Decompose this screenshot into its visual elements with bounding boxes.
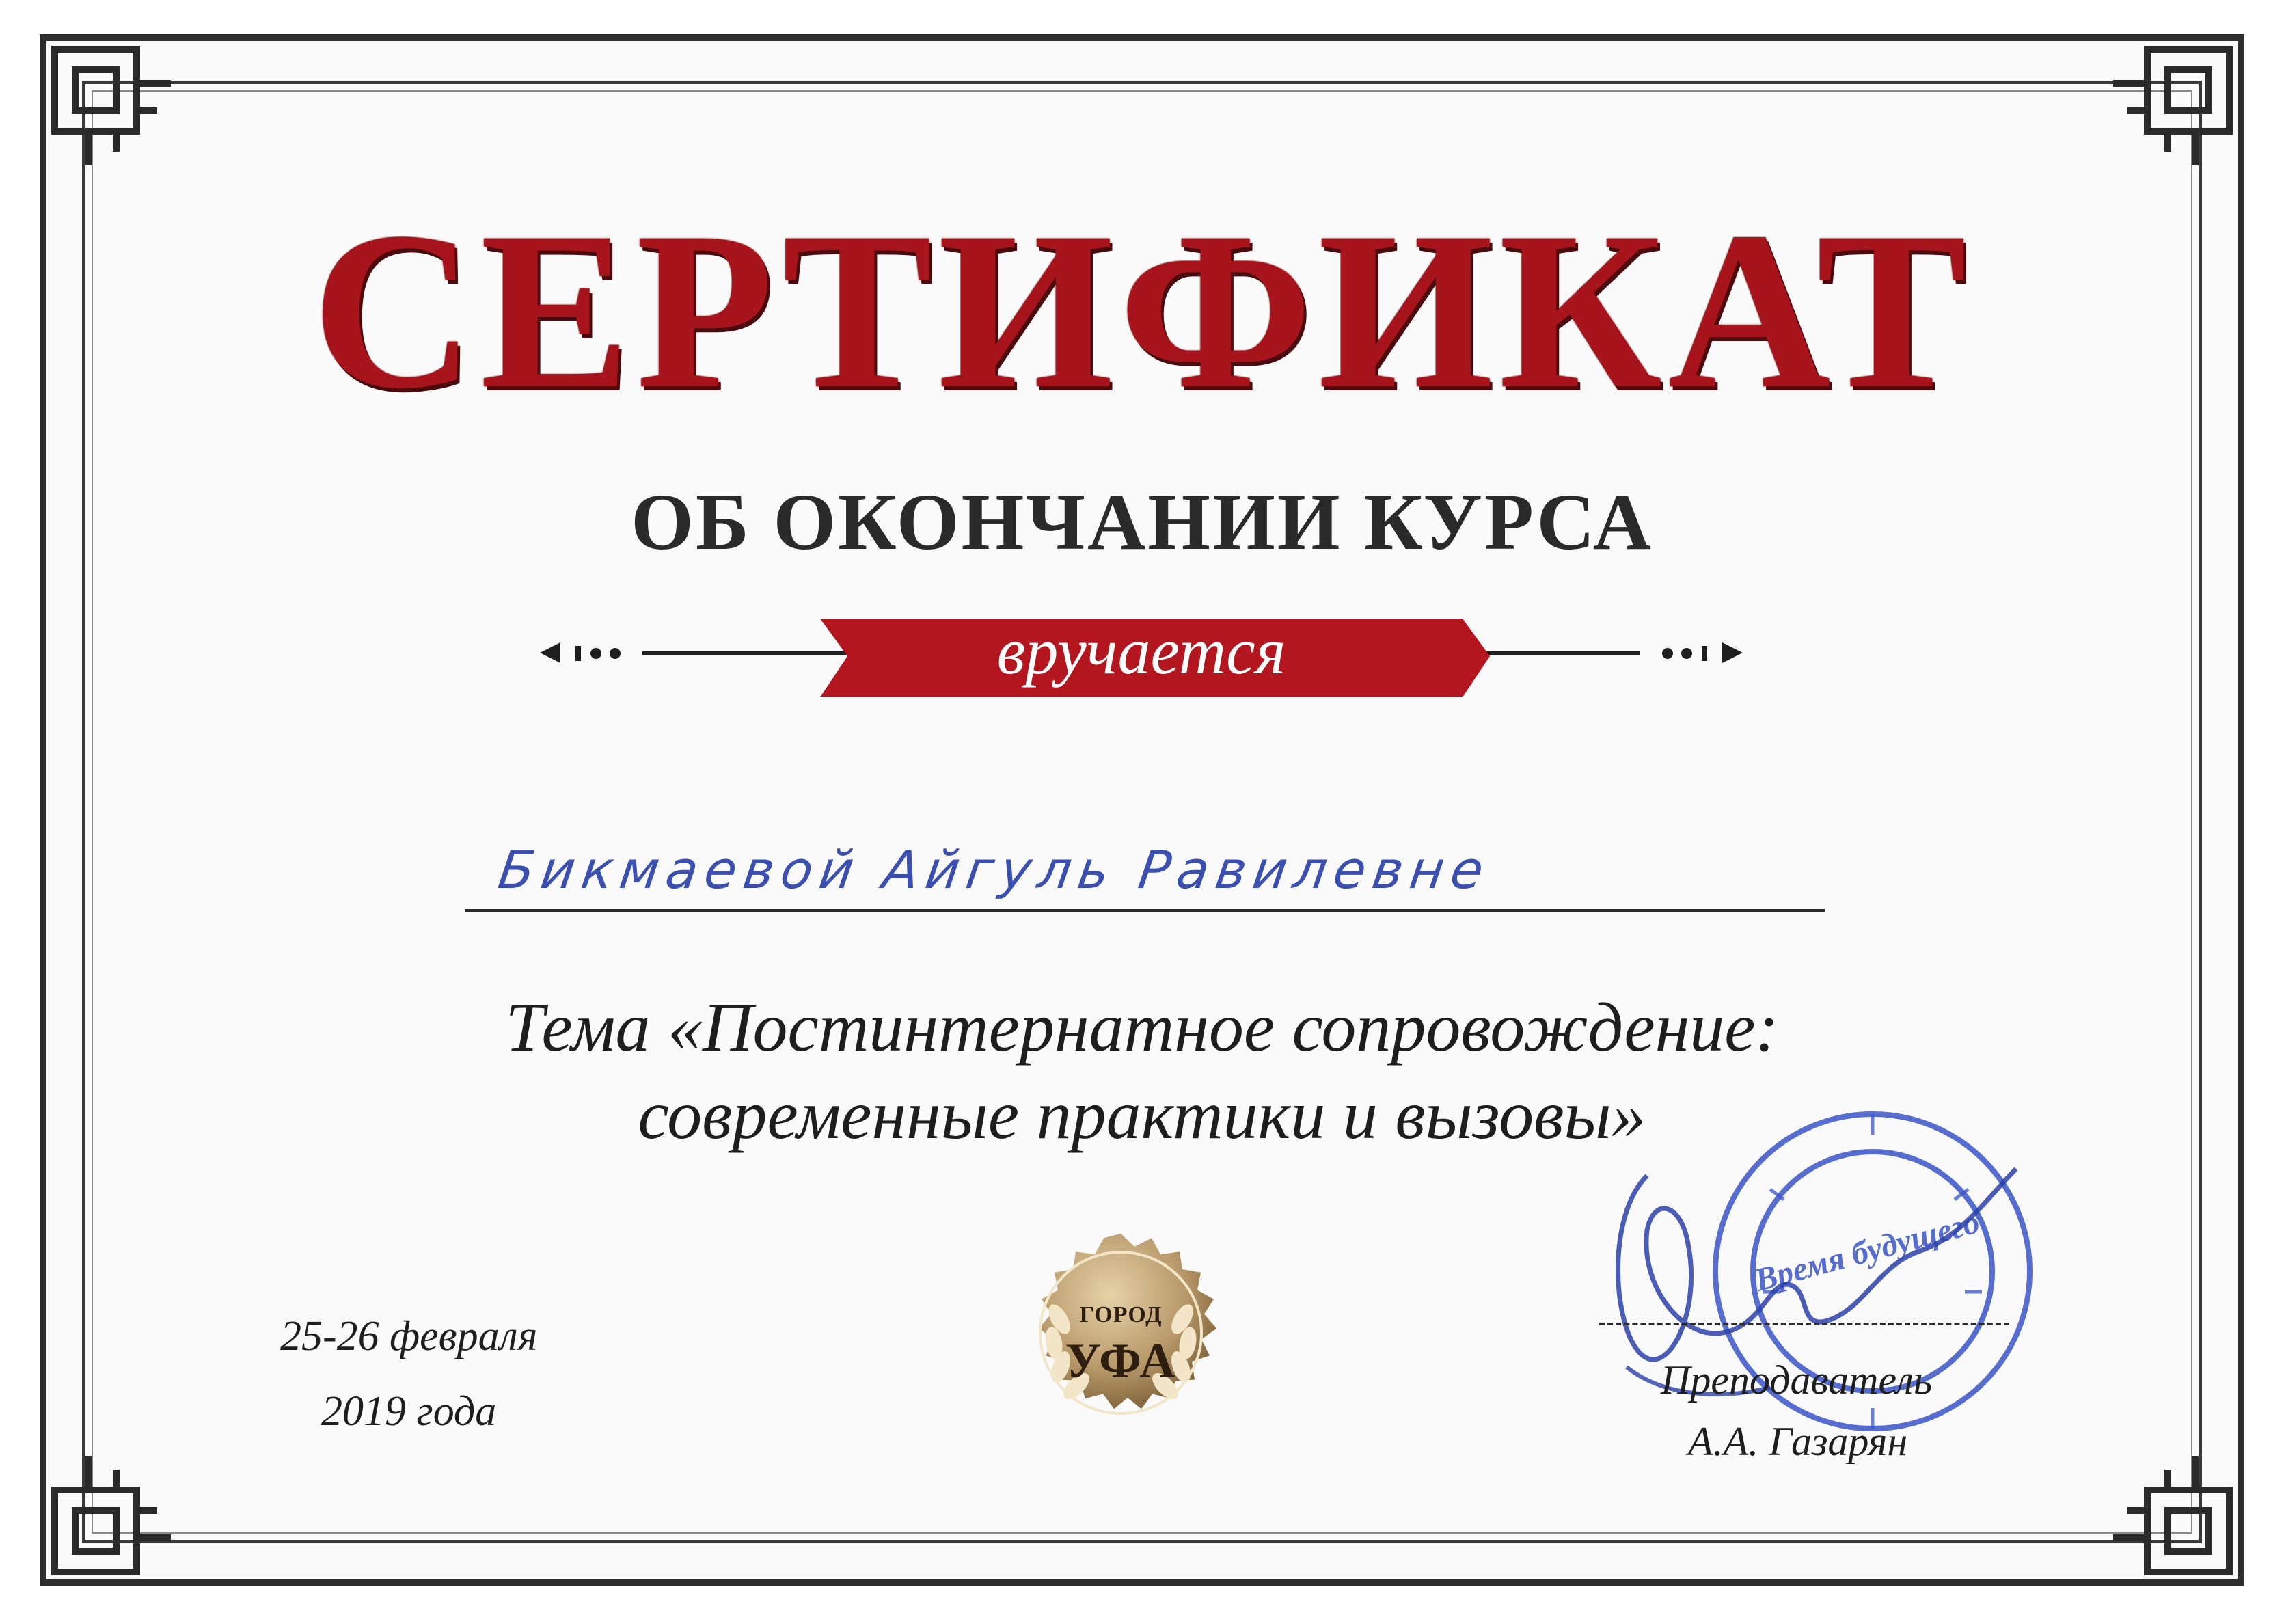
seal-city-label: ГОРОД bbox=[1079, 1302, 1163, 1327]
seal-city-name: УФА bbox=[1065, 1334, 1177, 1388]
signature-line bbox=[1599, 1323, 2009, 1325]
ribbon-label: вручается bbox=[996, 614, 1286, 688]
topic-line-1: Тема «Постинтернатное сопровождение: bbox=[505, 989, 1779, 1066]
corner-ornament-bottom-right bbox=[2106, 1449, 2236, 1579]
recipient-name-handwritten: Бикмаевой Айгуль Равилевне bbox=[494, 839, 1495, 900]
course-dates: 25-26 февраля bbox=[280, 1313, 538, 1359]
certificate-title: СЕРТИФИКАТ bbox=[312, 186, 1972, 435]
stamp-text: Время будущего bbox=[1751, 1204, 1984, 1299]
recipient-name-line bbox=[465, 909, 1825, 912]
corner-ornament-top-left bbox=[48, 42, 178, 172]
teacher-role: Преподаватель bbox=[1661, 1357, 1933, 1403]
corner-ornament-bottom-left bbox=[48, 1449, 178, 1579]
course-year: 2019 года bbox=[321, 1388, 497, 1435]
awarded-ribbon bbox=[519, 605, 1763, 707]
topic-line-2: современные практики и вызовы» bbox=[638, 1076, 1646, 1154]
corner-ornament-top-right bbox=[2106, 42, 2236, 172]
teacher-name: А.А. Газарян bbox=[1688, 1419, 1908, 1464]
certificate-subtitle: ОБ ОКОНЧАНИИ КУРСА bbox=[631, 477, 1653, 567]
